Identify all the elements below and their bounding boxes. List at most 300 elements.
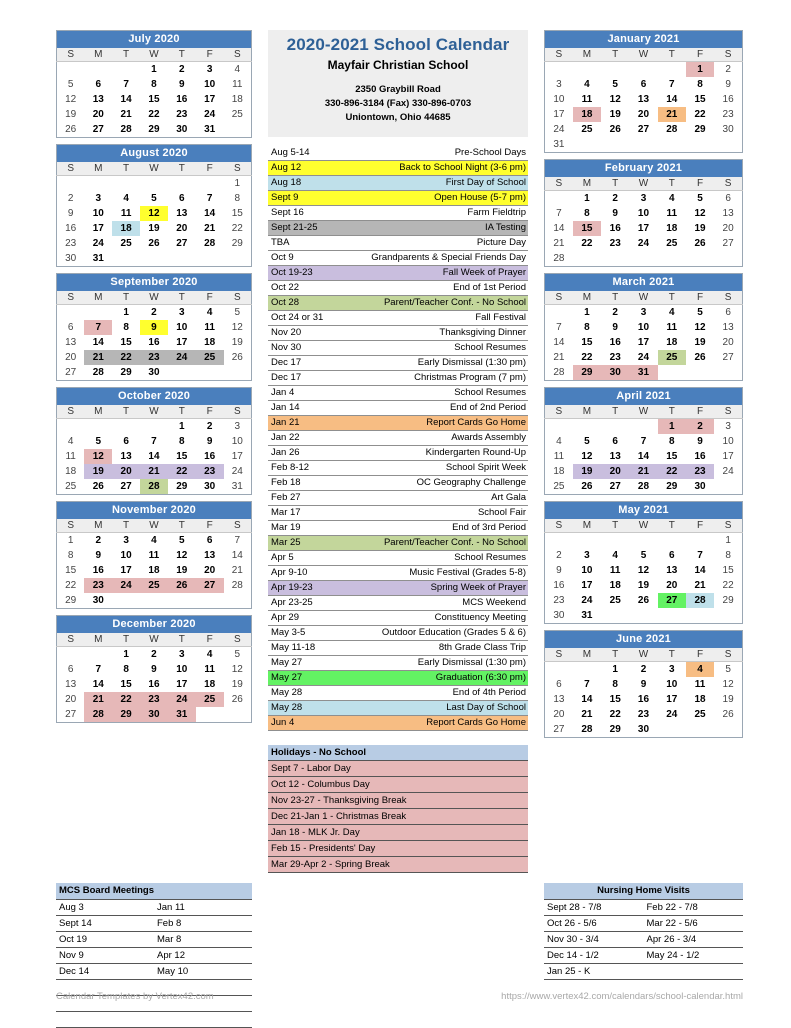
day-cell[interactable]: 25 — [666, 238, 678, 249]
day-cell[interactable]: 18 — [573, 107, 601, 122]
day-cell[interactable]: 22 — [581, 238, 593, 249]
day-cell[interactable]: 24 — [204, 109, 216, 120]
day-cell[interactable]: 27 — [722, 352, 734, 363]
day-cell[interactable]: 6 — [123, 436, 129, 447]
day-cell[interactable]: 12 — [581, 451, 593, 462]
day-cell[interactable]: 31 — [168, 707, 196, 723]
day-cell[interactable]: 31 — [553, 139, 565, 150]
day-cell[interactable]: 1 — [658, 419, 686, 435]
day-cell[interactable]: 24 — [666, 709, 678, 720]
day-cell[interactable]: 8 — [234, 193, 241, 204]
day-cell[interactable]: 9 — [640, 679, 647, 690]
day-cell[interactable]: 19 — [722, 694, 734, 705]
day-cell[interactable]: 12 — [694, 322, 706, 333]
day-cell[interactable]: 12 — [84, 449, 112, 464]
day-cell[interactable]: 3 — [234, 421, 241, 432]
day-cell[interactable]: 19 — [176, 565, 188, 576]
day-cell[interactable]: 31 — [204, 124, 216, 135]
day-cell[interactable]: 21 — [120, 109, 132, 120]
day-cell[interactable]: 16 — [609, 337, 621, 348]
day-cell[interactable]: 11 — [204, 322, 215, 333]
day-cell[interactable]: 7 — [556, 208, 562, 219]
day-cell[interactable]: 9 — [612, 322, 618, 333]
day-cell[interactable]: 31 — [581, 610, 593, 621]
day-cell[interactable]: 4 — [67, 436, 74, 447]
day-cell[interactable]: 6 — [725, 307, 731, 318]
day-cell[interactable]: 24 — [581, 595, 593, 606]
day-cell[interactable]: 2 — [686, 419, 714, 435]
day-cell[interactable]: 23 — [140, 350, 168, 365]
day-cell[interactable]: 24 — [637, 352, 650, 363]
day-cell[interactable]: 15 — [231, 208, 243, 219]
day-cell[interactable]: 18 — [609, 580, 621, 591]
day-cell[interactable]: 28 — [553, 253, 565, 264]
day-cell[interactable]: 13 — [553, 694, 565, 705]
day-cell[interactable]: 22 — [112, 350, 140, 365]
day-cell[interactable]: 10 — [666, 679, 678, 690]
day-cell[interactable]: 14 — [553, 223, 565, 234]
day-cell[interactable]: 19 — [637, 580, 650, 591]
day-cell[interactable]: 6 — [640, 79, 647, 90]
day-cell[interactable]: 13 — [722, 208, 734, 219]
day-cell[interactable]: 31 — [629, 365, 657, 381]
day-cell[interactable]: 15 — [65, 565, 77, 576]
day-cell[interactable]: 28 — [204, 238, 216, 249]
day-cell[interactable]: 21 — [629, 464, 657, 479]
day-cell[interactable]: 8 — [725, 550, 731, 561]
day-cell[interactable]: 21 — [553, 352, 565, 363]
day-cell[interactable]: 30 — [92, 595, 104, 606]
day-cell[interactable]: 23 — [686, 464, 714, 479]
day-cell[interactable]: 24 — [637, 238, 650, 249]
day-cell[interactable]: 17 — [637, 337, 650, 348]
day-cell[interactable]: 29 — [722, 595, 734, 606]
day-cell[interactable]: 14 — [553, 337, 565, 348]
day-cell[interactable]: 24 — [231, 466, 243, 477]
day-cell[interactable]: 7 — [123, 79, 129, 90]
day-cell[interactable]: 15 — [722, 565, 734, 576]
day-cell[interactable]: 6 — [179, 193, 185, 204]
day-cell[interactable]: 3 — [179, 649, 185, 660]
day-cell[interactable]: 19 — [231, 337, 243, 348]
day-cell[interactable]: 15 — [120, 337, 132, 348]
day-cell[interactable]: 29 — [176, 481, 188, 492]
day-cell[interactable]: 7 — [697, 550, 703, 561]
day-cell[interactable]: 25 — [140, 578, 168, 593]
day-cell[interactable]: 20 — [65, 694, 77, 705]
day-cell[interactable]: 4 — [686, 662, 714, 678]
day-cell[interactable]: 26 — [609, 124, 621, 135]
day-cell[interactable]: 18 — [666, 223, 678, 234]
day-cell[interactable]: 8 — [612, 679, 618, 690]
day-cell[interactable]: 20 — [553, 709, 565, 720]
day-cell[interactable]: 22 — [65, 580, 77, 591]
day-cell[interactable]: 14 — [666, 94, 678, 105]
day-cell[interactable]: 12 — [694, 208, 706, 219]
day-cell[interactable]: 29 — [65, 595, 77, 606]
day-cell[interactable]: 11 — [148, 550, 160, 561]
day-cell[interactable]: 14 — [694, 565, 706, 576]
day-cell[interactable]: 18 — [65, 466, 77, 477]
day-cell[interactable]: 17 — [120, 565, 132, 576]
day-cell[interactable]: 13 — [120, 451, 132, 462]
day-cell[interactable]: 11 — [553, 451, 565, 462]
day-cell[interactable]: 9 — [725, 79, 731, 90]
day-cell[interactable]: 22 — [658, 464, 686, 479]
day-cell[interactable]: 25 — [553, 481, 565, 492]
day-cell[interactable]: 19 — [694, 223, 706, 234]
day-cell[interactable]: 27 — [196, 578, 224, 593]
day-cell[interactable]: 23 — [65, 238, 77, 249]
day-cell[interactable]: 5 — [179, 535, 185, 546]
day-cell[interactable]: 26 — [722, 709, 734, 720]
day-cell[interactable]: 18 — [204, 337, 216, 348]
day-cell[interactable]: 12 — [65, 94, 77, 105]
day-cell[interactable]: 2 — [556, 550, 562, 561]
day-cell[interactable]: 10 — [120, 550, 132, 561]
day-cell[interactable]: 6 — [668, 550, 675, 561]
day-cell[interactable]: 13 — [204, 550, 216, 561]
day-cell[interactable]: 3 — [179, 307, 185, 318]
day-cell[interactable]: 20 — [112, 464, 140, 479]
day-cell[interactable]: 8 — [151, 79, 157, 90]
day-cell[interactable]: 29 — [231, 238, 243, 249]
day-cell[interactable]: 27 — [658, 593, 686, 608]
day-cell[interactable]: 20 — [65, 352, 77, 363]
day-cell[interactable]: 20 — [637, 109, 650, 120]
day-cell[interactable]: 21 — [140, 464, 168, 479]
day-cell[interactable]: 17 — [666, 694, 678, 705]
day-cell[interactable]: 4 — [556, 436, 562, 447]
day-cell[interactable]: 10 — [581, 565, 593, 576]
day-cell[interactable]: 21 — [581, 709, 593, 720]
day-cell[interactable]: 11 — [204, 664, 215, 675]
day-cell[interactable]: 31 — [92, 253, 104, 264]
day-cell[interactable]: 1 — [725, 535, 731, 546]
day-cell[interactable]: 14 — [92, 679, 104, 690]
day-cell[interactable]: 28 — [686, 593, 714, 608]
day-cell[interactable]: 9 — [697, 436, 703, 447]
day-cell[interactable]: 18 — [666, 337, 678, 348]
day-cell[interactable]: 16 — [92, 565, 104, 576]
day-cell[interactable]: 5 — [584, 436, 590, 447]
day-cell[interactable]: 30 — [553, 610, 565, 621]
day-cell[interactable]: 16 — [65, 223, 77, 234]
day-cell[interactable]: 21 — [84, 692, 112, 707]
day-cell[interactable]: 21 — [658, 107, 686, 122]
day-cell[interactable]: 4 — [123, 193, 129, 204]
day-cell[interactable]: 22 — [722, 580, 734, 591]
day-cell[interactable]: 19 — [148, 223, 160, 234]
day-cell[interactable]: 16 — [609, 223, 621, 234]
day-cell[interactable]: 5 — [234, 649, 241, 660]
day-cell[interactable]: 10 — [553, 94, 565, 105]
day-cell[interactable]: 20 — [666, 580, 678, 591]
day-cell[interactable]: 3 — [95, 193, 102, 204]
day-cell[interactable]: 8 — [179, 436, 185, 447]
day-cell[interactable]: 3 — [640, 193, 647, 204]
day-cell[interactable]: 26 — [231, 694, 243, 705]
day-cell[interactable]: 22 — [609, 709, 621, 720]
day-cell[interactable]: 1 — [67, 535, 74, 546]
day-cell[interactable]: 16 — [204, 451, 216, 462]
day-cell[interactable]: 15 — [581, 337, 593, 348]
day-cell[interactable]: 29 — [112, 707, 140, 723]
day-cell[interactable]: 17 — [722, 451, 734, 462]
day-cell[interactable]: 23 — [609, 352, 621, 363]
day-cell[interactable]: 3 — [725, 421, 731, 432]
day-cell[interactable]: 24 — [722, 466, 734, 477]
day-cell[interactable]: 24 — [168, 350, 196, 365]
day-cell[interactable]: 6 — [67, 664, 74, 675]
day-cell[interactable]: 6 — [725, 193, 731, 204]
day-cell[interactable]: 5 — [67, 79, 74, 90]
day-cell[interactable]: 20 — [204, 565, 216, 576]
day-cell[interactable]: 21 — [231, 565, 243, 576]
day-cell[interactable]: 10 — [637, 322, 650, 333]
day-cell[interactable]: 12 — [140, 206, 168, 221]
day-cell[interactable]: 4 — [584, 79, 590, 90]
day-cell[interactable]: 29 — [148, 124, 160, 135]
day-cell[interactable]: 24 — [112, 578, 140, 593]
day-cell[interactable]: 29 — [694, 124, 706, 135]
day-cell[interactable]: 10 — [204, 79, 216, 90]
day-cell[interactable]: 23 — [140, 692, 168, 707]
day-cell[interactable]: 16 — [148, 337, 160, 348]
day-cell[interactable]: 16 — [637, 694, 650, 705]
day-cell[interactable]: 6 — [67, 322, 74, 333]
day-cell[interactable]: 12 — [722, 679, 734, 690]
day-cell[interactable]: 26 — [168, 578, 196, 593]
day-cell[interactable]: 30 — [176, 124, 188, 135]
day-cell[interactable]: 16 — [553, 580, 565, 591]
day-cell[interactable]: 7 — [556, 322, 562, 333]
day-cell[interactable]: 17 — [581, 580, 593, 591]
day-cell[interactable]: 27 — [92, 124, 104, 135]
day-cell[interactable]: 22 — [168, 464, 196, 479]
day-cell[interactable]: 26 — [231, 352, 243, 363]
day-cell[interactable]: 2 — [151, 649, 157, 660]
day-cell[interactable]: 27 — [65, 367, 77, 378]
day-cell[interactable]: 25 — [694, 709, 706, 720]
day-cell[interactable]: 5 — [151, 193, 157, 204]
day-cell[interactable]: 20 — [722, 337, 734, 348]
day-cell[interactable]: 28 — [581, 724, 593, 735]
day-cell[interactable]: 28 — [92, 367, 104, 378]
day-cell[interactable]: 20 — [722, 223, 734, 234]
day-cell[interactable]: 25 — [196, 350, 224, 365]
day-cell[interactable]: 28 — [120, 124, 132, 135]
day-cell[interactable]: 25 — [609, 595, 621, 606]
day-cell[interactable]: 9 — [67, 208, 74, 219]
day-cell[interactable]: 24 — [553, 124, 565, 135]
day-cell[interactable]: 3 — [668, 664, 675, 675]
day-cell[interactable]: 13 — [65, 337, 77, 348]
day-cell[interactable]: 7 — [234, 535, 241, 546]
day-cell[interactable]: 5 — [697, 307, 703, 318]
day-cell[interactable]: 28 — [140, 479, 168, 495]
day-cell[interactable]: 7 — [95, 664, 102, 675]
day-cell[interactable]: 5 — [95, 436, 102, 447]
day-cell[interactable]: 2 — [179, 64, 185, 75]
day-cell[interactable]: 12 — [231, 664, 243, 675]
day-cell[interactable]: 15 — [694, 94, 706, 105]
day-cell[interactable]: 19 — [609, 109, 621, 120]
day-cell[interactable]: 7 — [206, 193, 213, 204]
day-cell[interactable]: 13 — [722, 322, 734, 333]
day-cell[interactable]: 30 — [694, 481, 706, 492]
day-cell[interactable]: 30 — [65, 253, 77, 264]
day-cell[interactable]: 8 — [584, 208, 590, 219]
day-cell[interactable]: 18 — [694, 694, 706, 705]
day-cell[interactable]: 25 — [196, 692, 224, 707]
day-cell[interactable]: 4 — [206, 649, 213, 660]
day-cell[interactable]: 7 — [84, 320, 112, 335]
day-cell[interactable]: 2 — [95, 535, 102, 546]
day-cell[interactable]: 26 — [65, 124, 77, 135]
day-cell[interactable]: 9 — [556, 565, 562, 576]
day-cell[interactable]: 7 — [151, 436, 157, 447]
day-cell[interactable]: 7 — [640, 436, 647, 447]
day-cell[interactable]: 17 — [92, 223, 104, 234]
day-cell[interactable]: 17 — [637, 223, 650, 234]
day-cell[interactable]: 24 — [168, 692, 196, 707]
day-cell[interactable]: 9 — [95, 550, 102, 561]
day-cell[interactable]: 8 — [668, 436, 675, 447]
day-cell[interactable]: 4 — [234, 64, 241, 75]
day-cell[interactable]: 23 — [84, 578, 112, 593]
day-cell[interactable]: 3 — [123, 535, 129, 546]
day-cell[interactable]: 6 — [206, 535, 213, 546]
day-cell[interactable]: 9 — [612, 208, 618, 219]
day-cell[interactable]: 21 — [84, 350, 112, 365]
day-cell[interactable]: 11 — [694, 679, 706, 690]
day-cell[interactable]: 6 — [556, 679, 562, 690]
day-cell[interactable]: 13 — [92, 94, 104, 105]
day-cell[interactable]: 30 — [148, 367, 160, 378]
day-cell[interactable]: 16 — [722, 94, 734, 105]
day-cell[interactable]: 12 — [609, 94, 621, 105]
day-cell[interactable]: 19 — [573, 464, 601, 479]
day-cell[interactable]: 30 — [140, 707, 168, 723]
day-cell[interactable]: 13 — [176, 208, 188, 219]
day-cell[interactable]: 8 — [123, 664, 129, 675]
day-cell[interactable]: 5 — [697, 193, 703, 204]
day-cell[interactable]: 28 — [666, 124, 678, 135]
day-cell[interactable]: 12 — [231, 322, 243, 333]
day-cell[interactable]: 21 — [694, 580, 706, 591]
day-cell[interactable]: 13 — [609, 451, 621, 462]
day-cell[interactable]: 25 — [120, 238, 132, 249]
day-cell[interactable]: 16 — [176, 94, 188, 105]
day-cell[interactable]: 2 — [612, 307, 618, 318]
day-cell[interactable]: 18 — [148, 565, 160, 576]
day-cell[interactable]: 9 — [179, 79, 185, 90]
day-cell[interactable]: 23 — [637, 709, 650, 720]
day-cell[interactable]: 11 — [581, 94, 593, 105]
day-cell[interactable]: 17 — [176, 679, 188, 690]
day-cell[interactable]: 14 — [231, 550, 243, 561]
day-cell[interactable]: 17 — [553, 109, 565, 120]
day-cell[interactable]: 18 — [231, 94, 243, 105]
day-cell[interactable]: 25 — [65, 481, 77, 492]
day-cell[interactable]: 17 — [231, 451, 243, 462]
day-cell[interactable]: 9 — [140, 320, 168, 335]
day-cell[interactable]: 4 — [206, 307, 213, 318]
day-cell[interactable]: 27 — [120, 481, 132, 492]
day-cell[interactable]: 27 — [637, 124, 650, 135]
day-cell[interactable]: 17 — [176, 337, 188, 348]
day-cell[interactable]: 2 — [206, 421, 213, 432]
day-cell[interactable]: 1 — [686, 62, 714, 78]
day-cell[interactable]: 30 — [601, 365, 629, 381]
day-cell[interactable]: 10 — [722, 436, 734, 447]
day-cell[interactable]: 14 — [204, 208, 216, 219]
day-cell[interactable]: 5 — [725, 664, 731, 675]
day-cell[interactable]: 14 — [581, 694, 593, 705]
day-cell[interactable]: 13 — [637, 94, 650, 105]
day-cell[interactable]: 2 — [612, 193, 618, 204]
day-cell[interactable]: 14 — [92, 337, 104, 348]
day-cell[interactable]: 11 — [120, 208, 132, 219]
day-cell[interactable]: 3 — [640, 307, 647, 318]
day-cell[interactable]: 18 — [553, 466, 565, 477]
day-cell[interactable]: 1 — [234, 178, 241, 189]
day-cell[interactable]: 22 — [112, 692, 140, 707]
day-cell[interactable]: 25 — [658, 350, 686, 365]
day-cell[interactable]: 2 — [151, 307, 157, 318]
day-cell[interactable]: 2 — [640, 664, 647, 675]
day-cell[interactable]: 20 — [92, 109, 104, 120]
day-cell[interactable]: 26 — [581, 481, 593, 492]
day-cell[interactable]: 6 — [95, 79, 102, 90]
footer-url[interactable]: https://www.vertex42.com/calendars/school-calendar.html — [501, 991, 743, 1002]
day-cell[interactable]: 23 — [609, 238, 621, 249]
day-cell[interactable]: 5 — [640, 550, 647, 561]
day-cell[interactable]: 24 — [92, 238, 104, 249]
day-cell[interactable]: 15 — [148, 94, 160, 105]
day-cell[interactable]: 26 — [92, 481, 104, 492]
day-cell[interactable]: 26 — [694, 238, 706, 249]
day-cell[interactable]: 19 — [84, 464, 112, 479]
day-cell[interactable]: 9 — [206, 436, 213, 447]
day-cell[interactable]: 13 — [65, 679, 77, 690]
day-cell[interactable]: 1 — [584, 307, 590, 318]
day-cell[interactable]: 2 — [725, 64, 731, 75]
day-cell[interactable]: 19 — [231, 679, 243, 690]
day-cell[interactable]: 27 — [176, 238, 188, 249]
day-cell[interactable]: 11 — [65, 451, 76, 462]
day-cell[interactable]: 16 — [148, 679, 160, 690]
day-cell[interactable]: 1 — [584, 193, 590, 204]
day-cell[interactable]: 4 — [151, 535, 157, 546]
day-cell[interactable]: 28 — [637, 481, 650, 492]
day-cell[interactable]: 26 — [637, 595, 650, 606]
day-cell[interactable]: 27 — [65, 709, 77, 720]
day-cell[interactable]: 23 — [722, 109, 734, 120]
day-cell[interactable]: 1 — [612, 664, 618, 675]
day-cell[interactable]: 7 — [584, 679, 590, 690]
day-cell[interactable]: 15 — [176, 451, 188, 462]
day-cell[interactable]: 1 — [123, 649, 129, 660]
day-cell[interactable]: 1 — [123, 307, 129, 318]
day-cell[interactable]: 30 — [204, 481, 216, 492]
day-cell[interactable]: 1 — [151, 64, 157, 75]
day-cell[interactable]: 5 — [234, 307, 241, 318]
day-cell[interactable]: 25 — [581, 124, 593, 135]
day-cell[interactable]: 29 — [609, 724, 621, 735]
day-cell[interactable]: 23 — [176, 109, 188, 120]
